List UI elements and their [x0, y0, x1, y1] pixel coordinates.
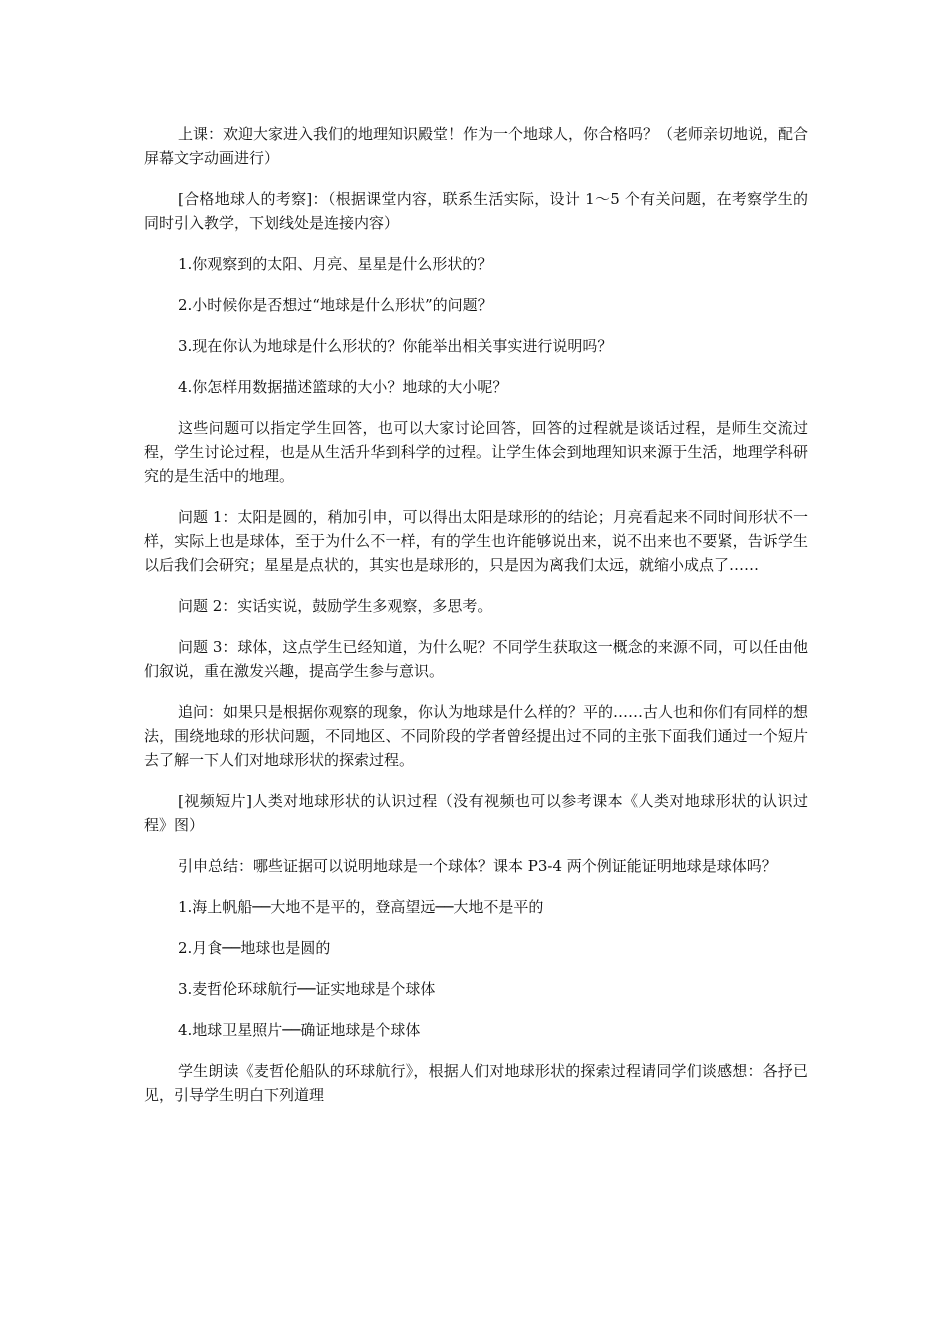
paragraph-intro: 上课：欢迎大家进入我们的地理知识殿堂！作为一个地球人，你合格吗？（老师亲切地说，配合屏幕文字动画进行）	[144, 125, 809, 167]
list-item-question-2: 2.小时候你是否想过“地球是什么形状”的问题？	[178, 296, 493, 314]
list-item-question-4: 4.你怎样用数据描述篮球的大小？地球的大小呢？	[178, 378, 508, 396]
paragraph-summary: 引申总结：哪些证据可以说明地球是一个球体？课本 P3-4 两个例证能证明地球是球体吗？	[178, 857, 777, 875]
list-item-evidence-3: 3.麦哲伦环球航行──证实地球是个球体	[178, 980, 436, 998]
list-item-evidence-2: 2.月食──地球也是圆的	[178, 939, 331, 957]
list-item-question-1: 1.你观察到的太阳、月亮、星星是什么形状的？	[178, 255, 493, 273]
document-body	[144, 122, 808, 1124]
paragraph-video: [视频短片]人类对地球形状的认识过程（没有视频也可以参考课本《人类对地球形状的认识过程》图）	[144, 792, 808, 834]
list-item-evidence-4: 4.地球卫星照片──确证地球是个球体	[178, 1021, 421, 1039]
paragraph-answer-2: 问题 2：实话实说，鼓励学生多观察，多思考。	[178, 597, 493, 615]
paragraph-follow-up: 追问：如果只是根据你观察的现象，你认为地球是什么样的？平的……古人也和你们有同样的想法，围绕地球的形状问题，不同地区、不同阶段的学者曾经提出过不同的主张下面我们通过一个短片去了解一下人们对地球形状的探索过程。	[144, 703, 809, 769]
paragraph-discussion: 这些问题可以指定学生回答，也可以大家讨论回答，回答的过程就是谈话过程，是师生交流过程，学生讨论过程，也是从生活升华到科学的过程。让学生体会到地理知识来源于生活，地理学科研究的是生活中的地理。	[144, 419, 808, 485]
paragraph-answer-3: 问题 3：球体，这点学生已经知道，为什么呢？不同学生获取这一概念的来源不同，可以任由他们叙说，重在激发兴趣，提高学生参与意识。	[144, 638, 808, 680]
list-item-question-3: 3.现在你认为地球是什么形状的？你能举出相关事实进行说明吗？	[178, 337, 613, 355]
list-item-evidence-1: 1.海上帆船──大地不是平的，登高望远──大地不是平的	[178, 898, 544, 916]
paragraph-exam-heading: [合格地球人的考察]：（根据课堂内容，联系生活实际，设计 1～5 个有关问题，在考察学生的同时引入教学，下划线处是连接内容）	[144, 190, 808, 232]
paragraph-answer-1: 问题 1：太阳是圆的，稍加引申，可以得出太阳是球形的的结论；月亮看起来不同时间形状不一样，实际上也是球体，至于为什么不一样，有的学生也许能够说出来，说不出来也不要紧，告诉学生以后我们会研究；星星是点状的，其实也是球形的，只是因为离我们太远，就缩小成点了……	[144, 508, 808, 574]
paragraph-reading: 学生朗读《麦哲伦船队的环球航行》，根据人们对地球形状的探索过程请同学们谈感想：各抒已见，引导学生明白下列道理	[144, 1062, 808, 1104]
